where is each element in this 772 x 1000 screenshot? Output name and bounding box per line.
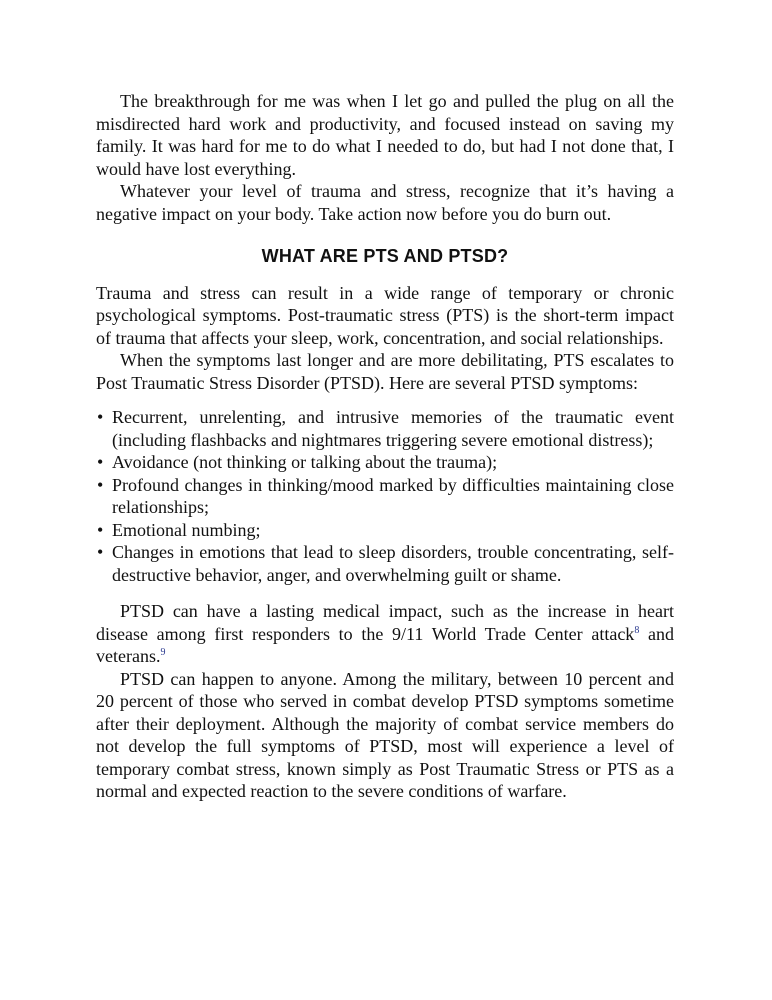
paragraph-trauma-impact: Whatever your level of trauma and stress, recognize that it’s having a negative impact on your body. Take action now before you do burn out. — [96, 181, 674, 224]
paragraph-pts-definition: Trauma and stress can result in a wide range of temporary or chronic psychological symptoms. Post-traumatic stress (PTS) is the short-term impact of trauma that affects your sleep, work, concentration, and social relationships. — [96, 282, 674, 348]
footnote-link-9[interactable]: 9 — [160, 647, 166, 658]
footnote-link-8[interactable]: 8 — [634, 624, 640, 636]
section-heading: WHAT ARE PTS AND PTSD? — [261, 246, 509, 266]
bullet-icon: • — [97, 542, 104, 562]
bullet-icon: • — [97, 407, 104, 427]
bullet-icon: • — [97, 519, 104, 540]
paragraph-military-ptsd: PTSD can happen to anyone. Among the military, between 10 percent and 20 percent of those who served in combat develop PTSD symptoms sometime after their deployment. Although the majority of combat service members do not develop the full symptoms of PTSD, most will experience a level of temporary combat stress, known simply as Post Traumatic Stress or PTS as a normal and expected reaction to the severe conditions of warfare. — [96, 668, 674, 801]
symptom-text: Emotional numbing; — [112, 519, 261, 540]
list-item — [96, 519, 674, 542]
symptom-text: Recurrent, unrelenting, and intrusive memories of the traumatic event (including flashbacks and nightmares triggering severe emotional distress); — [112, 407, 674, 450]
list-item — [96, 541, 674, 586]
list-item — [96, 451, 674, 474]
paragraph-medical-impact — [96, 600, 674, 668]
list-item — [96, 474, 674, 519]
bullet-icon: • — [97, 452, 104, 472]
bullet-icon: • — [97, 474, 104, 495]
list-item — [96, 406, 674, 451]
symptom-text: Changes in emotions that lead to sleep disorders, trouble concentrating, self-destructive behavior, anger, and overwhelming guilt or shame. — [112, 542, 674, 585]
paragraph-ptsd-escalation: When the symptoms last longer and are more debilitating, PTS escalates to Post Traumatic Stress Disorder (PTSD). Here are several PTSD symptoms: — [96, 350, 674, 393]
symptom-list — [96, 406, 674, 586]
page-body — [96, 90, 674, 803]
symptom-text: Avoidance (not thinking or talking about the trauma); — [112, 452, 498, 472]
paragraph-breakthrough: The breakthrough for me was when I let go and pulled the plug on all the misdirected hard work and productivity, and focused instead on saving my family. It was hard for me to do what I needed to do, but had I not done that, I would have lost everything. — [96, 91, 674, 179]
symptom-text: Profound changes in thinking/mood marked by difficulties maintaining close relationships; — [112, 474, 674, 517]
impact-text-part2: and veterans. — [96, 623, 674, 666]
impact-text-part1: PTSD can have a lasting medical impact, such as the increase in heart disease among first responders to the 9/11 World Trade Center attack — [96, 601, 674, 644]
